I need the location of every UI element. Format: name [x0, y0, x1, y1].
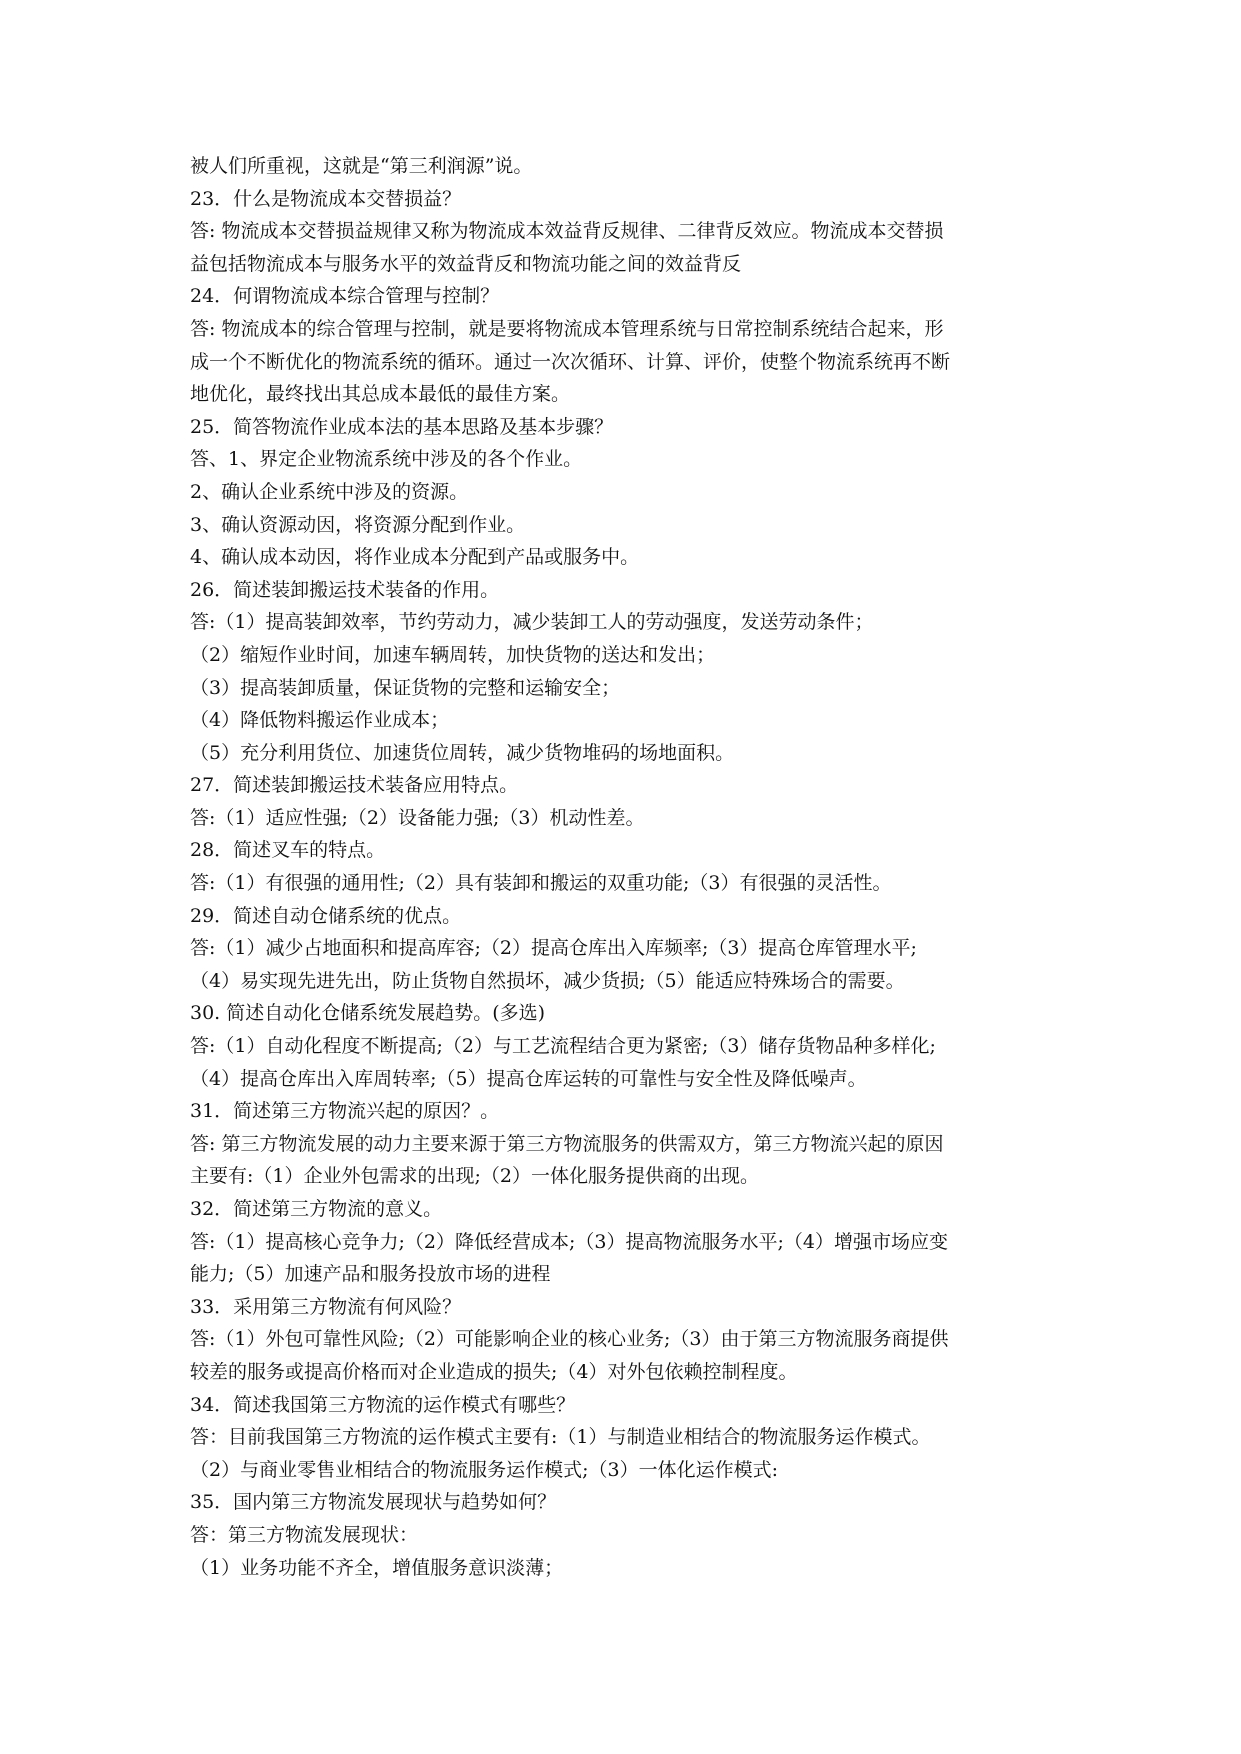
text-line: 2、确认企业系统中涉及的资源。 — [190, 480, 469, 503]
text-line: （2）缩短作业时间，加速车辆周转，加快货物的送达和发出； — [190, 643, 716, 666]
text-line: 成一个不断优化的物流系统的循环。通过一次次循环、计算、评价，使整个物流系统再不断 — [190, 350, 951, 373]
text-line: 26．简述装卸搬运技术装备的作用。 — [190, 578, 500, 601]
text-line: 34．简述我国第三方物流的运作模式有哪些？ — [190, 1393, 576, 1416]
text-line: 23．什么是物流成本交替损益？ — [190, 187, 462, 210]
text-line: 答:（1）外包可靠性风险;（2）可能影响企业的核心业务;（3）由于第三方物流服务商提供 — [190, 1328, 949, 1351]
text-line: 答:（1）减少占地面积和提高库容;（2）提高仓库出入库频率;（3）提高仓库管理水平; — [190, 937, 917, 960]
text-line: 4、确认成本动因，将作业成本分配到产品或服务中。 — [190, 546, 640, 569]
text-line: 益包括物流成本与服务水平的效益背反和物流功能之间的效益背反 — [190, 252, 742, 275]
text-line: 35．国内第三方物流发展现状与趋势如何？ — [190, 1491, 557, 1514]
text-line: 3、确认资源动因，将资源分配到作业。 — [190, 513, 526, 536]
text-line: （2）与商业零售业相结合的物流服务运作模式;（3）一体化运作模式: — [190, 1458, 778, 1481]
text-line: 答:（1）自动化程度不断提高;（2）与工艺流程结合更为紧密;（3）储存货物品种多样化; — [190, 1035, 936, 1058]
text-line: 较差的服务或提高价格而对企业造成的损失;（4）对外包依赖控制程度。 — [190, 1360, 798, 1383]
text-line: （3）提高装卸质量，保证货物的完整和运输安全； — [190, 676, 621, 699]
text-line: （5）充分利用货位、加速货位周转，减少货物堆码的场地面积。 — [190, 741, 735, 764]
text-line: 答：第三方物流发展现状： — [190, 1523, 419, 1546]
text-line: （1）业务功能不齐全，增值服务意识淡薄； — [190, 1556, 564, 1579]
text-line: 能力;（5）加速产品和服务投放市场的进程 — [190, 1263, 551, 1286]
text-line: 答: 第三方物流发展的动力主要来源于第三方物流服务的供需双方，第三方物流兴起的原因 — [190, 1132, 944, 1155]
text-line: 25．简答物流作业成本法的基本思路及基本步骤？ — [190, 415, 614, 438]
text-line: 答:（1）提高装卸效率，节约劳动力，减少装卸工人的劳动强度，发送劳动条件； — [190, 611, 874, 634]
text-line: 答、1、界定企业物流系统中涉及的各个作业。 — [190, 448, 583, 471]
text-line: 33．采用第三方物流有何风险？ — [190, 1295, 462, 1318]
text-line: 27．简述装卸搬运技术装备应用特点。 — [190, 774, 519, 797]
text-line: 答:（1）有很强的通用性;（2）具有装卸和搬运的双重功能;（3）有很强的灵活性。 — [190, 872, 892, 895]
text-line: 答: 物流成本交替损益规律又称为物流成本效益背反规律、二律背反效应。物流成本交替损 — [190, 220, 944, 243]
text-line: 31．简述第三方物流兴起的原因？。 — [190, 1100, 500, 1123]
text-line: 24．何谓物流成本综合管理与控制？ — [190, 285, 500, 308]
text-line: 被人们所重视，这就是“第三利润源”说。 — [190, 155, 533, 177]
text-line: （4）提高仓库出入库周转率;（5）提高仓库运转的可靠性与安全性及降低噪声。 — [190, 1067, 867, 1090]
text-line: 答:（1）适应性强;（2）设备能力强;（3）机动性差。 — [190, 806, 645, 829]
document-body — [190, 150, 1070, 1584]
text-line: （4）易实现先进先出，防止货物自然损坏，减少货损;（5）能适应特殊场合的需要。 — [190, 969, 905, 992]
text-line: 28．简述叉车的特点。 — [190, 839, 386, 862]
text-line: 答: 物流成本的综合管理与控制，就是要将物流成本管理系统与日常控制系统结合起来，形 — [190, 317, 944, 340]
text-line: 30. 简述自动化仓储系统发展趋势。(多选) — [190, 1002, 546, 1025]
text-line: 答:（1）提高核心竞争力;（2）降低经营成本;（3）提高物流服务水平;（4）增强市场应变 — [190, 1230, 948, 1253]
text-line: 29．简述自动仓储系统的优点。 — [190, 904, 462, 927]
text-line: 地优化，最终找出其总成本最低的最佳方案。 — [190, 383, 571, 406]
text-line: （4）降低物料搬运作业成本； — [190, 709, 450, 732]
text-line: 32．简述第三方物流的意义。 — [190, 1198, 443, 1220]
text-line: 答：目前我国第三方物流的运作模式主要有:（1）与制造业相结合的物流服务运作模式。 — [190, 1426, 931, 1449]
text-line: 主要有:（1）企业外包需求的出现;（2）一体化服务提供商的出现。 — [190, 1165, 759, 1188]
